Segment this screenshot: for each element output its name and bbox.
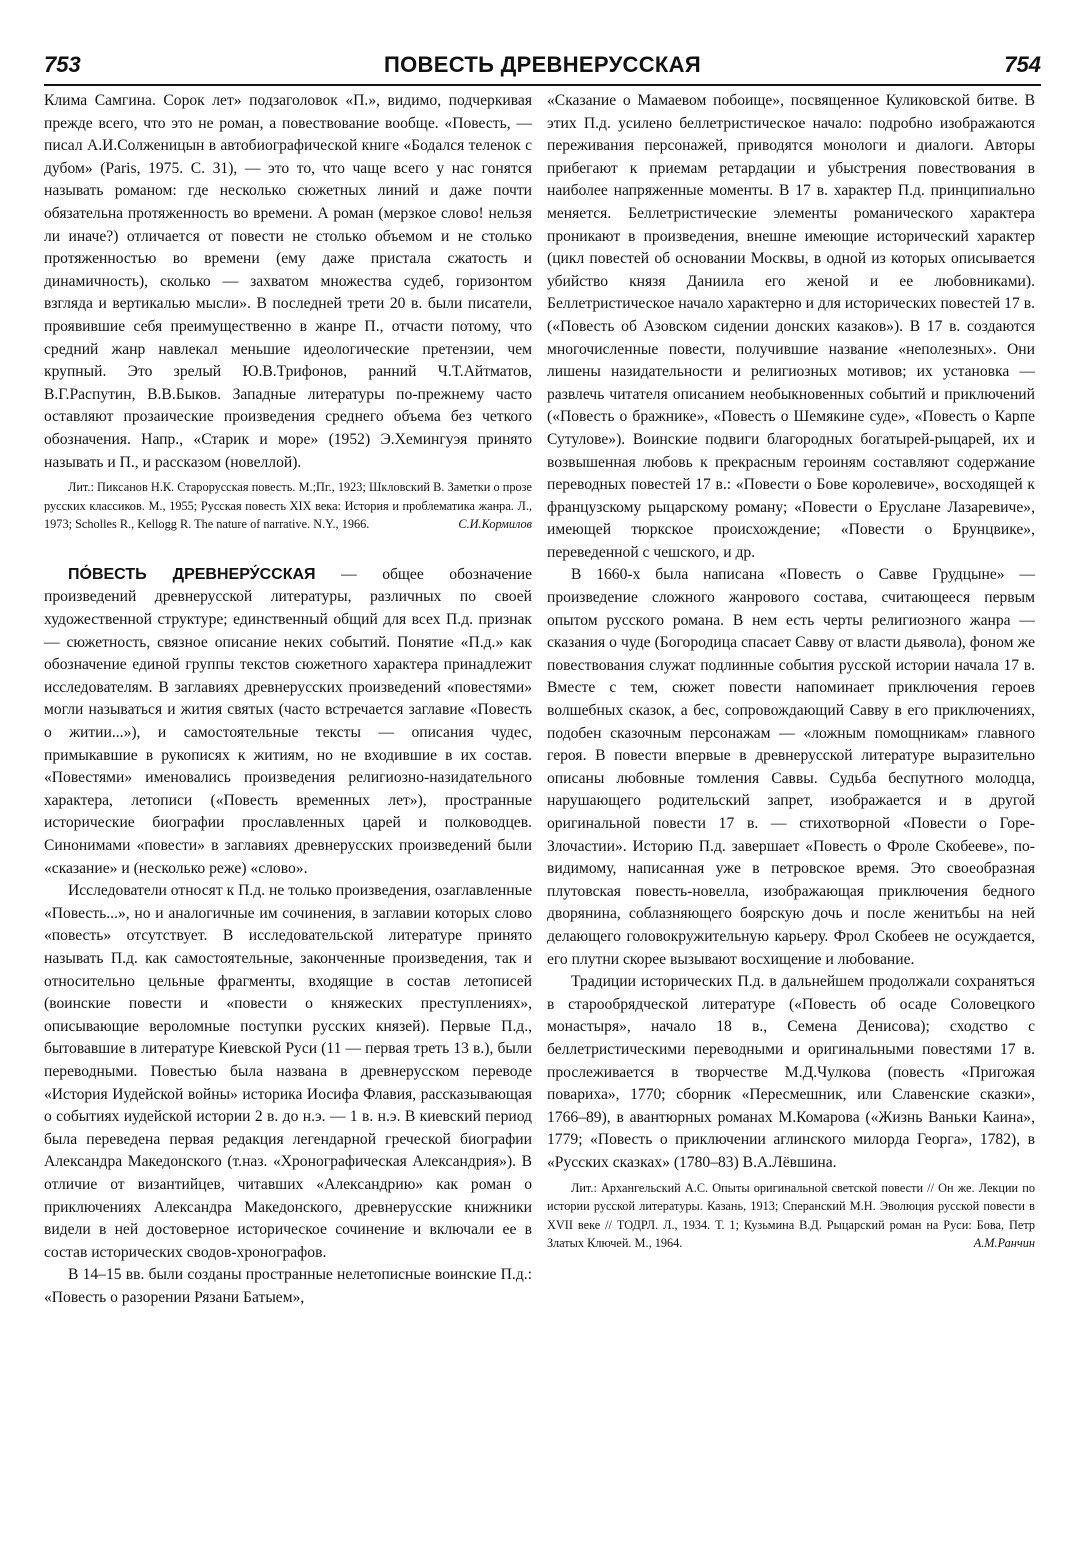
entry-definition-text: — общее обозначение произведений древнерусской литературы, различных по своей художественной структуре; единственный общий для всех П.д. признак — сюжетность, связное описание неких событий. Понятие «П.д.» как обозначение единой группы текстов сюжетного характера принадлежит исследователям. В заглавиях древнерусских произведений «повестями» могли называться и жития святых (часто встречается заглавие «Повесть о житии...»), и самостоятельные тексты — описания чудес, примыкавшие в рукописях к житиям, но не входившие в их состав. «Повестями» именовались произведения религиозно-назидательного характера, летописи («Повесть временных лет»), пространные исторические биографии прославленных царей и полководцев. Синонимами «повести» в заглавиях древнерусских произведений были «сказание» и (несколько реже) «слово». bbox=[44, 565, 532, 877]
left-column bbox=[44, 90, 532, 1309]
page-header bbox=[44, 50, 1041, 86]
paragraph-14-15-centuries: В 14–15 вв. были созданы пространные нелетописные воинские П.д.: «Повесть о разорении Рязани Батыем», bbox=[44, 1266, 532, 1306]
paragraph-1660s: В 1660-х была написана «Повесть о Савве Грудцыне» — произведение сложного жанрового состава, считающееся первым опытом русского романа. В нем есть черты религиозного жанра — сказания о чуде (Богородица спасает Савву от власти дьявола), фоном же повествования служат подлинные события русской истории начала 17 в. Вместе с тем, сюжет повести напоминает приключения героев волшебных сказок, а бес, сопровождающий Савву в его приключениях, подобен сказочным персонажам — «ложным помощникам» главного героя. В повести впервые в древнерусской литературе выразительно описаны любовные томления Саввы. Судьба беспутного молодца, нарушающего родительский запрет, изображается и в другой оригинальной повести 17 в. — стихотворной «Повести о Горе-Злочастии». Историю П.д. завершает «Повесть о Фроле Скобееве», по-видимому, написанная уже в петровское время. Это своеобразная плутовская повесть-новелла, изображающая приключения бедного дворянина, соблазняющего боярскую дочь и после женитьбы на ней делающего головокружительную карьеру. Фрол Скобеев не осуждается, его плутни скорее вызывают восхищение и любование. bbox=[547, 566, 1035, 968]
entry-headword: ПО́ВЕСТЬ ДРЕВНЕРУ́ССКАЯ bbox=[68, 565, 316, 583]
bibliography-note-2 bbox=[547, 1179, 1035, 1253]
page-number-right: 754 bbox=[1004, 52, 1041, 77]
bibliography-label: Лит.: bbox=[68, 480, 98, 495]
running-title: ПОВЕСТЬ ДРЕВНЕРУССКАЯ bbox=[384, 52, 701, 77]
right-column bbox=[547, 90, 1035, 1253]
paragraph-research: Исследователи относят к П.д. не только произведения, озаглавленные «Повесть...», но и аналогичные им сочинения, в заглавии которых слово «повесть» отсутствует. В исследовательской литературе принято называть П.д. как самостоятельные, законченные произведения, так и относительно цельные фрагменты, входящие в состав летописей (воинские повести и «повести о княжеских преступлениях», описывающие вероломные поступки русских князей). Первые П.д., бытовавшие в литературе Киевской Руси (11 — первая треть 13 в.), были переводными. Повестью была названа в древнерусском переводе «История Иудейской войны» историка Иосифа Флавия, рассказывающая о событиях иудейской истории 2 в. до н.э. — 1 в. н.э. В киевский период была переведена первая редакция легендарной греческой биографии Александра Македонского (т.наз. «Хронографическая Александрия»). В отличие от византийцев, читавших «Александрию» как роман о приключениях Александра Македонского, древнерусские книжники видели в ней достоверное историческое сочинение и включали ее в состав исторических сводов-хронографов. bbox=[44, 882, 532, 1261]
paragraph-traditions: Традиции исторических П.д. в дальнейшем продолжали сохраняться в старообрядческой литературе («Повесть об осаде Соловецкого монастыря», начало 18 в., Семена Денисова); сходство с беллетристическими переводными и оригинальными повестями 17 в. прослеживается в творчестве М.Д.Чулкова (повесть «Пригожая повариха», 1770; сборник «Пересмешник, или Славенские сказки», 1766–89), в авантюрных романах М.Комарова («Жизнь Ваньки Каина», 1779; «Повесть о приключении аглинского милорда Георга», 1782), в «Русских сказках» (1780–83) В.А.Лёвшина. bbox=[547, 973, 1035, 1171]
article-author-2: А.М.Ранчин bbox=[973, 1236, 1035, 1251]
bibliography-text: Пиксанов Н.К. Старорусская повесть. М.;Пг., 1923; Шкловский В. Заметки о прозе русских классиков. М., 1955; Русская повесть XIX века: История и проблематика жанра. Л., 1973; Scholles R., Kellogg R. The nature of narrative. N.Y., 1966. bbox=[44, 480, 533, 532]
bibliography-label-2: Лит.: bbox=[571, 1180, 601, 1195]
article-author: С.И.Кормилов bbox=[458, 517, 532, 532]
bibliography-text-2: Архангельский А.С. Опыты оригинальной светской повести // Он же. Лекции по истории русской литературы. Казань, 1913; Сперанский М.Н. Эволюция русской повести в XVII веке // ТОДРЛ. Л., 1934. Т. 1; Кузьмина В.Д. Рыцарский роман на Руси: Бова, Петр Златых Ключей. М., 1964. bbox=[547, 1180, 1035, 1251]
entry-definition bbox=[44, 564, 532, 880]
bibliography-note bbox=[44, 478, 532, 534]
paragraph-continuation-right: «Сказание о Мамаевом побоище», посвященное Куликовской битве. В этих П.д. усилено беллетристическое начало: подробно изображаются переживания персонажей, приводятся монологи и диалоги. Авторы прибегают к приемам ретардации и убыстрения повествования в наиболее напряженные моменты. В 17 в. характер П.д. принципиально меняется. Беллетристические элементы романического характера проникают в произведения, внешне имеющие исторический характер (цикл повестей об основании Москвы, в одной из которых описывается убийство князя Даниила его женой и ее любовниками). Беллетристическое начало характерно и для исторических повестей 17 в. («Повесть об Азовском сидении донских казаков»). В 17 в. создаются многочисленные повести, получившие название «неполезных». Они лишены назидательности и религиозных мотивов; их установка — развлечь читателя описанием необыкновенных событий и приключений («Повесть о бражнике», «Повесть о Шемякине суде», «Повесть о Карпе Сутулове»). Воинские подвиги благородных богатырей-рыцарей, их и возвышенная любовь к прекрасным героиням составляют содержание переводных повестей 17 в.: «Повести о Бове королевиче», восходящей к французскому рыцарскому роману; «Повести о Еруслане Лазаревиче», имеющей тюркское происхождение; «Повести о Брунцвике», переведенной с чешского, и др. bbox=[547, 92, 1035, 561]
paragraph-continuation: Клима Самгина. Сорок лет» подзаголовок «П.», видимо, подчеркивая прежде всего, что это не роман, а повествование вообще. «Повесть, — писал А.И.Солженицын в автобиографической книге «Бодался теленок с дубом» (Paris, 1975. С. 31), — это то, что чаще всего у нас гонятся называть романом: где несколько сюжетных линий и даже почти обязательна протяженность во времени. А роман (мерзкое слово! нельзя ли иначе?) отличается от повести не столько объемом и не столько протяженностью во времени (ему даже пристала сжатость и динамичность), сколько — захватом множества судеб, горизонтом взгляда и вертикалью мысли». В последней трети 20 в. были писатели, проявившие себя преимущественно в жанре П., отчасти потому, что средний жанр навлекал меньшие идеологические претензии, чем крупный. Это зрелый Ю.В.Трифонов, ранний Ч.Т.Айтматов, В.Г.Распутин, В.В.Быков. Западные литературы по-прежнему часто оставляют прозаические произведения среднего объема без четкого обозначения. Напр., «Старик и море» (1952) Э.Хемингуэя принято называть и П., и рассказом (новеллой). bbox=[44, 92, 532, 471]
page-number-left: 753 bbox=[44, 52, 81, 77]
